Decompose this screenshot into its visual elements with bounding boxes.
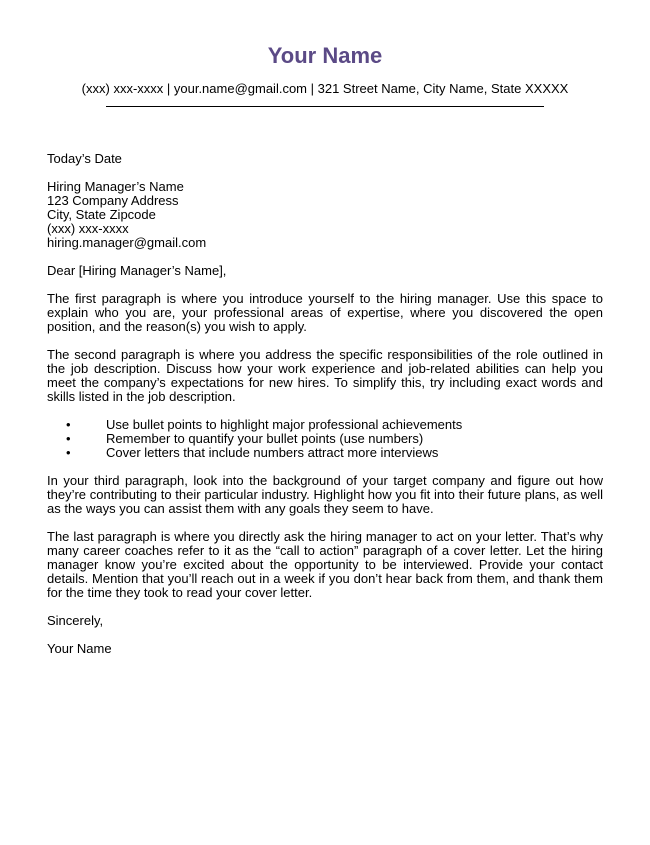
list-item xyxy=(47,432,603,446)
paragraph-responsibilities: The second paragraph is where you address the specific responsibilities of the role outlined in the job description. Discuss how your work experience and job-related abilities can help you meet the company’s expectations for new hires. To simplify this, try including exact words and skills listed in the job description. xyxy=(47,347,603,404)
sender-contact-line: (xxx) xxx-xxxx | your.name@gmail.com | 321 Street Name, City Name, State XXXXX xyxy=(81,81,569,96)
paragraph-intro: The first paragraph is where you introduce yourself to the hiring manager. Use this space to explain who you are, your professional areas of expertise, where you discovered the open position, and the reason(s) you wish to apply. xyxy=(47,291,603,334)
bullet-icon: • xyxy=(66,417,71,432)
paragraph-call-to-action: The last paragraph is where you directly ask the hiring manager to act on your letter. That’s why many career coaches refer to it as the “call to action” paragraph of a cover letter. Let the hiring manager know you’re excited about the opportunity to be interviewed. Provide your contact details. Mention that you’ll reach out in a week if you don’t hear back from them, and thank them for the time they took to read your cover letter. xyxy=(47,529,603,600)
paragraph-company-fit: In your third paragraph, look into the background of your target company and figure out how they’re contributing to their particular industry. Highlight how you fit into their future plans, as well as the ways you can assist them with any goals they seem to have. xyxy=(47,473,603,516)
recipient-phone: (xxx) xxx-xxxx xyxy=(47,221,129,236)
bullet-text: Cover letters that include numbers attract more interviews xyxy=(106,445,439,460)
signature: Your Name xyxy=(47,641,112,656)
bullet-text: Remember to quantify your bullet points (use numbers) xyxy=(106,431,424,446)
recipient-city-state: City, State Zipcode xyxy=(47,207,156,222)
recipient-email: hiring.manager@gmail.com xyxy=(47,235,207,250)
recipient-address xyxy=(47,180,603,250)
letter-body xyxy=(47,152,603,656)
closing: Sincerely, xyxy=(47,613,104,628)
list-item xyxy=(47,446,603,460)
list-item xyxy=(47,418,603,432)
salutation: Dear [Hiring Manager’s Name], xyxy=(47,263,227,278)
bullet-icon: • xyxy=(66,445,71,460)
letter-date: Today’s Date xyxy=(47,151,122,166)
sender-name: Your Name xyxy=(267,43,383,68)
bullet-icon: • xyxy=(66,431,71,446)
achievement-list xyxy=(47,418,603,460)
recipient-street: 123 Company Address xyxy=(47,193,179,208)
bullet-text: Use bullet points to highlight major professional achievements xyxy=(106,417,463,432)
header-divider xyxy=(106,106,544,107)
recipient-name: Hiring Manager’s Name xyxy=(47,179,184,194)
